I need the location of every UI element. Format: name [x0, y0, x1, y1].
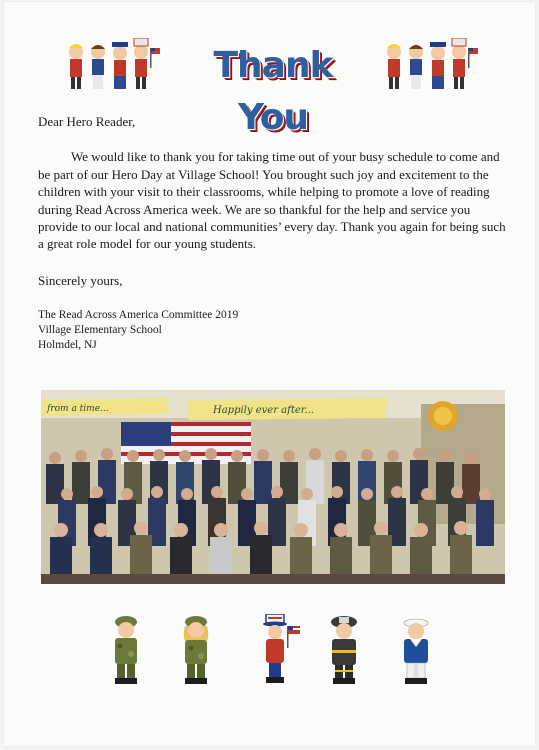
school-name: Village Elementary School	[38, 324, 162, 337]
svg-text:from a time...: from a time...	[47, 404, 109, 414]
letter-body	[38, 113, 508, 353]
group-photo	[41, 390, 505, 584]
army-soldier-female-clipart	[176, 614, 216, 686]
salutation: Dear Hero Reader,	[38, 114, 136, 129]
committee-name: The Read Across America Committee 2019	[38, 309, 239, 322]
army-soldier-clipart	[106, 614, 146, 686]
school-location: Holmdel, NJ	[38, 338, 97, 351]
sailor-clipart	[396, 614, 436, 686]
letter-paragraph: We would like to thank you for taking time out of your busy schedule to come and be part of our Hero Day at Village School! You brought such joy and excitement to the children with your visit to their classrooms, while helping to promote a love of reading during Read Across America week. We are so thankful for the help and service you provide to our local and national communities’ every day. Thank you again for being such a great role model for our young students.	[38, 149, 506, 252]
firefighter-clipart	[324, 614, 364, 686]
thank-you-title: Thank You	[213, 45, 333, 138]
signature-block	[38, 308, 508, 352]
people-back-row	[46, 448, 480, 504]
patriotic-kids-clipart-right	[380, 38, 480, 94]
closing: Sincerely yours,	[38, 272, 123, 288]
uncle-sam-kid-clipart	[256, 614, 306, 686]
patriotic-kids-clipart-left	[62, 38, 162, 94]
banner-right	[187, 398, 387, 420]
letter-page	[4, 2, 535, 746]
svg-text:Happily ever after...: Happily ever after...	[213, 405, 314, 416]
banner-left	[41, 398, 169, 416]
